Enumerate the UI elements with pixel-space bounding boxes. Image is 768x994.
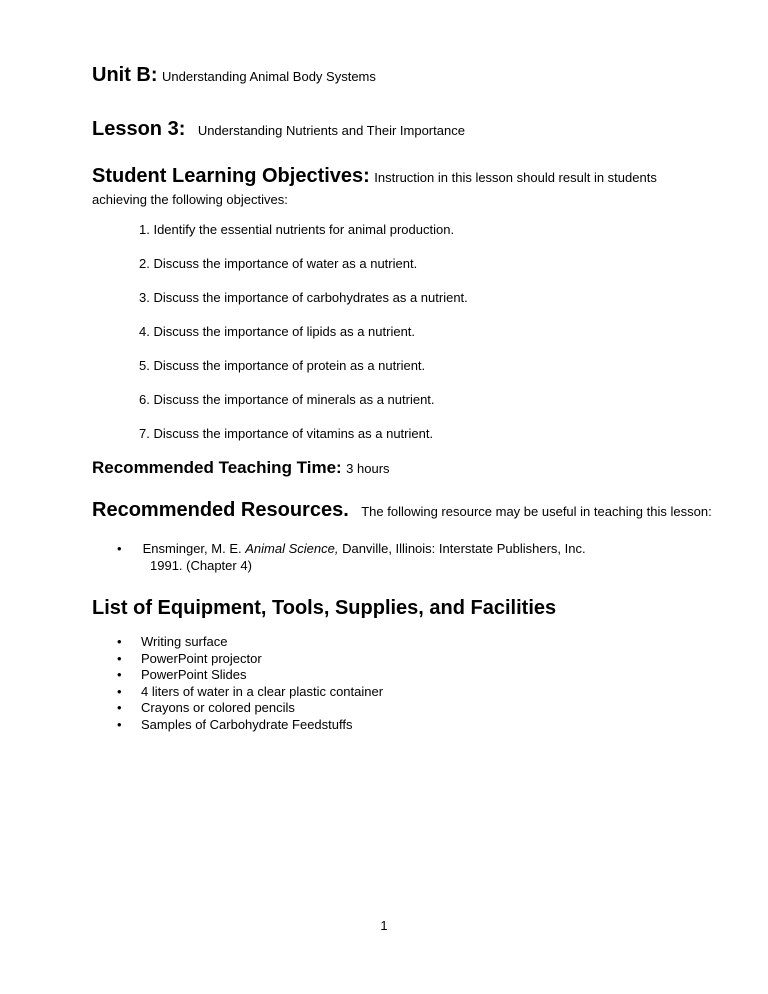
objective-item-6: 6. Discuss the importance of minerals as a nutrient. bbox=[139, 392, 435, 407]
objective-item-2: 2. Discuss the importance of water as a nutrient. bbox=[139, 256, 418, 271]
teaching-time-line bbox=[92, 458, 390, 478]
bullet-icon: • bbox=[117, 541, 122, 556]
list-item: • Crayons or colored pencils bbox=[117, 700, 295, 716]
bullet-icon: • bbox=[117, 650, 122, 666]
lesson-title: Understanding Nutrients and Their Importance bbox=[197, 123, 465, 138]
bullet-icon: • bbox=[117, 667, 122, 683]
resource-author: Ensminger, M. E. bbox=[142, 541, 242, 556]
resource-publisher: Danville, Illinois: Interstate Publishers, Inc. bbox=[342, 541, 586, 556]
list-item: • Writing surface bbox=[117, 634, 228, 649]
objective-item-1: 1. Identify the essential nutrients for animal production. bbox=[139, 222, 455, 237]
objectives-heading: Student Learning Objectives: bbox=[92, 165, 370, 187]
equipment-heading: List of Equipment, Tools, Supplies, and Facilities bbox=[92, 597, 557, 619]
unit-label: Unit B: bbox=[92, 64, 158, 86]
objective-item-4: 4. Discuss the importance of lipids as a nutrient. bbox=[139, 324, 416, 339]
list-item: • PowerPoint projector bbox=[117, 650, 262, 666]
resource-title: Animal Science, bbox=[245, 541, 339, 556]
unit-line bbox=[92, 64, 376, 87]
resource-reference bbox=[117, 541, 586, 556]
teaching-time-value: 3 hours bbox=[346, 461, 390, 476]
resources-heading-line bbox=[92, 499, 712, 522]
equipment-list bbox=[117, 634, 383, 734]
list-item: • 4 liters of water in a clear plastic container bbox=[117, 683, 384, 699]
bullet-icon: • bbox=[117, 716, 122, 732]
bullet-icon: • bbox=[117, 683, 122, 699]
bullet-icon: • bbox=[117, 634, 122, 649]
resource-year: 1991. (Chapter 4) bbox=[150, 558, 252, 573]
teaching-time-label: Recommended Teaching Time: bbox=[92, 458, 342, 477]
page-number: 1 bbox=[380, 918, 388, 933]
objective-item-3: 3. Discuss the importance of carbohydrates as a nutrient. bbox=[139, 290, 468, 305]
list-item: • PowerPoint Slides bbox=[117, 667, 247, 683]
objective-item-5: 5. Discuss the importance of protein as a nutrient. bbox=[139, 358, 426, 373]
bullet-icon: • bbox=[117, 700, 122, 716]
lesson-label: Lesson 3: bbox=[92, 118, 186, 140]
unit-title: Understanding Animal Body Systems bbox=[162, 69, 376, 84]
objective-item-7: 7. Discuss the importance of vitamins as a nutrient. bbox=[139, 426, 434, 441]
lesson-line bbox=[92, 118, 465, 141]
list-item: • Samples of Carbohydrate Feedstuffs bbox=[117, 716, 353, 732]
objectives-intro-2: achieving the following objectives: bbox=[92, 192, 288, 207]
resources-intro: The following resource may be useful in teaching this lesson: bbox=[361, 504, 712, 519]
objectives-intro-1: Instruction in this lesson should result in students bbox=[374, 170, 657, 185]
objectives-heading-line bbox=[92, 165, 657, 188]
resources-heading: Recommended Resources. bbox=[92, 499, 349, 521]
